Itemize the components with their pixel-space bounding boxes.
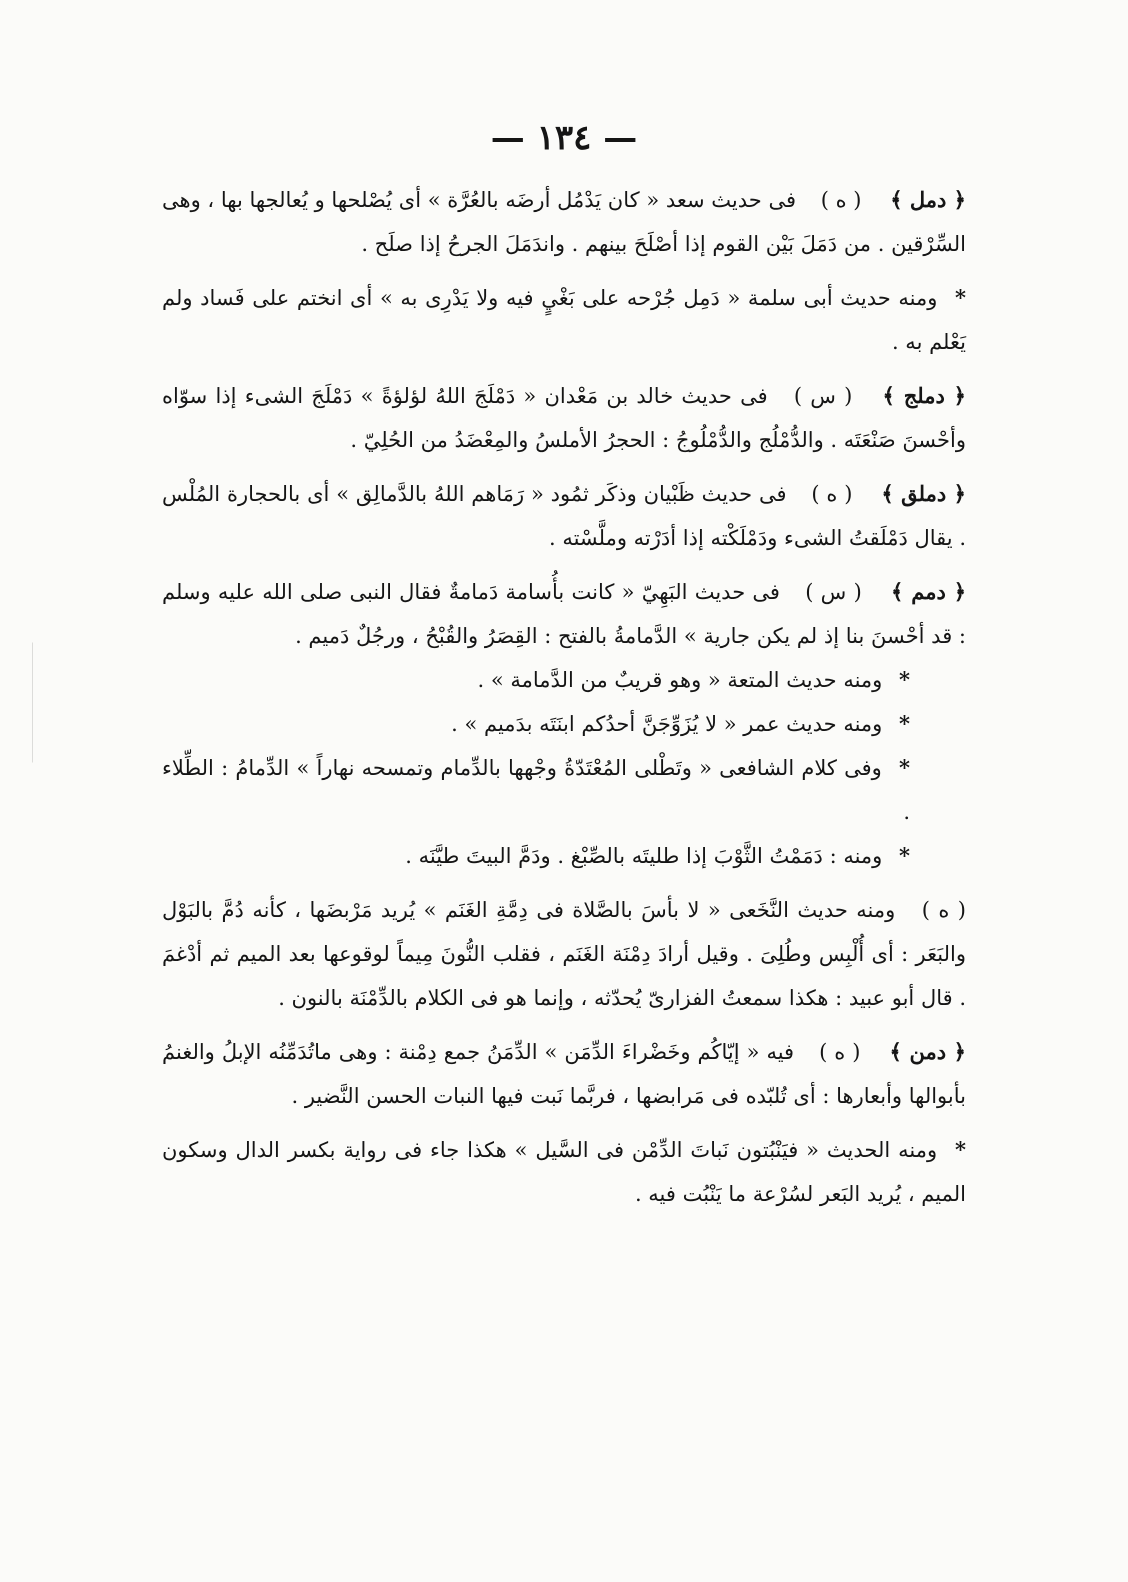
entry-damam: [162, 570, 966, 658]
entry-text: ومنه حديث عمر « لا يُزَوِّجَنَّ أحدُكم ابنَتَه بدَميم » .: [451, 712, 883, 736]
entry-headword: ﴿ دمن ﴾: [889, 1039, 966, 1064]
asterisk-marker: *: [899, 667, 910, 692]
entry-text: فى حديث ظَبْيان وذكَر ثمُود « رَمَاهم اللهُ بالدَّمالِق » أى بالحجارة المُلْس . يقال دَمْلَقتُ الشىء ودَمْلَكْته إذا أدَرْته وملَّسْته .: [162, 482, 966, 550]
asterisk-marker: *: [899, 843, 910, 868]
asterisk-marker: *: [955, 285, 966, 310]
dictionary-text: [162, 178, 966, 1226]
source-sigil: ( ه ): [811, 482, 853, 506]
entry-text: فيه « إيّاكُم وخَضْراءَ الدِّمَن » الدِّمَنُ جمع دِمْنة : وهى ماتُدَمِّنُه الإبلُ والغنمُ بأبوالها وأبعارها : أى تُلبّده فى مَرابضها ، فربَّما نَبت فيها النبات الحسن النَّضير .: [162, 1040, 966, 1108]
source-sigil: ( ه ): [820, 188, 862, 212]
entry-headword: ﴿ دملق ﴾: [881, 481, 966, 506]
entry-damal: [162, 178, 966, 266]
entry-damlaq: [162, 472, 966, 560]
source-sigil: ( ه ): [819, 1040, 861, 1064]
entry-damam-sub-1: [162, 658, 966, 702]
entry-text: ومنه حديث أبى سلمة « دَمِل جُرْحه على بَغْيٍ فيه ولا يَدْرِى به » أى انختم على فَساد ولم يَعْلم به .: [162, 286, 966, 354]
entry-damam-sub-4: [162, 834, 966, 878]
entry-daman: [162, 1030, 966, 1118]
entry-damam-nakhai: [162, 888, 966, 1020]
asterisk-marker: *: [899, 755, 910, 780]
entry-text: فى حديث سعد « كان يَدْمُل أرضَه بالعُرَّة » أى يُصْلحها و يُعالجها بها ، وهى السِّرْقين . من دَمَلَ بَيْن القوم إذا أصْلَحَ بينهم . واندَمَلَ الجرحُ إذا صلَح .: [162, 188, 966, 256]
entry-damam-sub-3: [162, 746, 966, 834]
entry-damam-sub-2: [162, 702, 966, 746]
asterisk-marker: *: [955, 1137, 966, 1162]
entry-text: ومنه : دَمَمْتُ الثَّوْبَ إذا طليتَه بالصِّبْغ . ودَمَّ البيتَ طيَّنَه .: [405, 844, 883, 868]
page-number: — ١٣٤ —: [490, 118, 638, 158]
entry-headword: ﴿ دملج ﴾: [882, 383, 966, 408]
entry-text: وفى كلام الشافعى « وتَطْلى المُعْتَدّةُ وجْهها بالدِّمام وتمسحه نهاراً » الدِّمامُ : الطِّلاء .: [162, 756, 910, 824]
entry-damal-hadith: [162, 276, 966, 364]
source-sigil: ( ه ): [921, 898, 966, 922]
page-edge-shadow: [6, 642, 33, 778]
entry-text: ومنه حديث النَّخَعى « لا بأسَ بالصَّلاة فى دِمَّةِ الغَنَم » يُريد مَرْبضَها ، كأنه دُمَّ بالبَوْل والبَعَر : أى أُلْبِس وطُلِىَ . وقيل أرادَ دِمْنَة الغَنَم ، فقلب النُّونَ مِيماً لوقوعها بعد الميم ثم أدْغمَ . قال أبو عبيد : هكذا سمعتُ الفزارىّ يُحدّثه ، وإنما هو فى الكلام بالدِّمْنَة بالنون .: [162, 898, 966, 1010]
entry-text: ومنه حديث المتعة « وهو قريبٌ من الدَّمامة » .: [477, 668, 883, 692]
entry-headword: ﴿ دمم ﴾: [891, 579, 966, 604]
entry-daman-hadith: [162, 1128, 966, 1216]
entry-damlaj: [162, 374, 966, 462]
entry-headword: ﴿ دمل ﴾: [890, 187, 966, 212]
entry-text: فى حديث خالد بن مَعْدان « دَمْلَجَ اللهُ لؤلؤةً » دَمْلَجَ الشىء إذا سوّاه وأحْسنَ صَنْعَتَه . والدُّمْلُج والدُّمْلُوجُ : الحجرُ الأملسُ والمِعْضَدُ من الحُلِيّ .: [162, 384, 966, 452]
source-sigil: ( س ): [805, 580, 862, 604]
entry-text: ومنه الحديث « فيَنْبُتون نَباتَ الدِّمْن فى السَّيل » هكذا جاء فى رواية بكسر الدال وسكون الميم ، يُريد البَعر لسُرْعة ما يَنْبُت فيه .: [162, 1138, 966, 1206]
entry-text: فى حديث البَهِيّ « كانت بأُسامة دَمامةٌ فقال النبى صلى الله عليه وسلم : قد أحْسنَ بنا إذ لم يكن جارية » الدَّمامةُ بالفتح : القِصَرُ والقُبْحُ ، ورجُلٌ دَميم .: [162, 580, 966, 648]
source-sigil: ( س ): [793, 384, 853, 408]
asterisk-marker: *: [899, 711, 910, 736]
